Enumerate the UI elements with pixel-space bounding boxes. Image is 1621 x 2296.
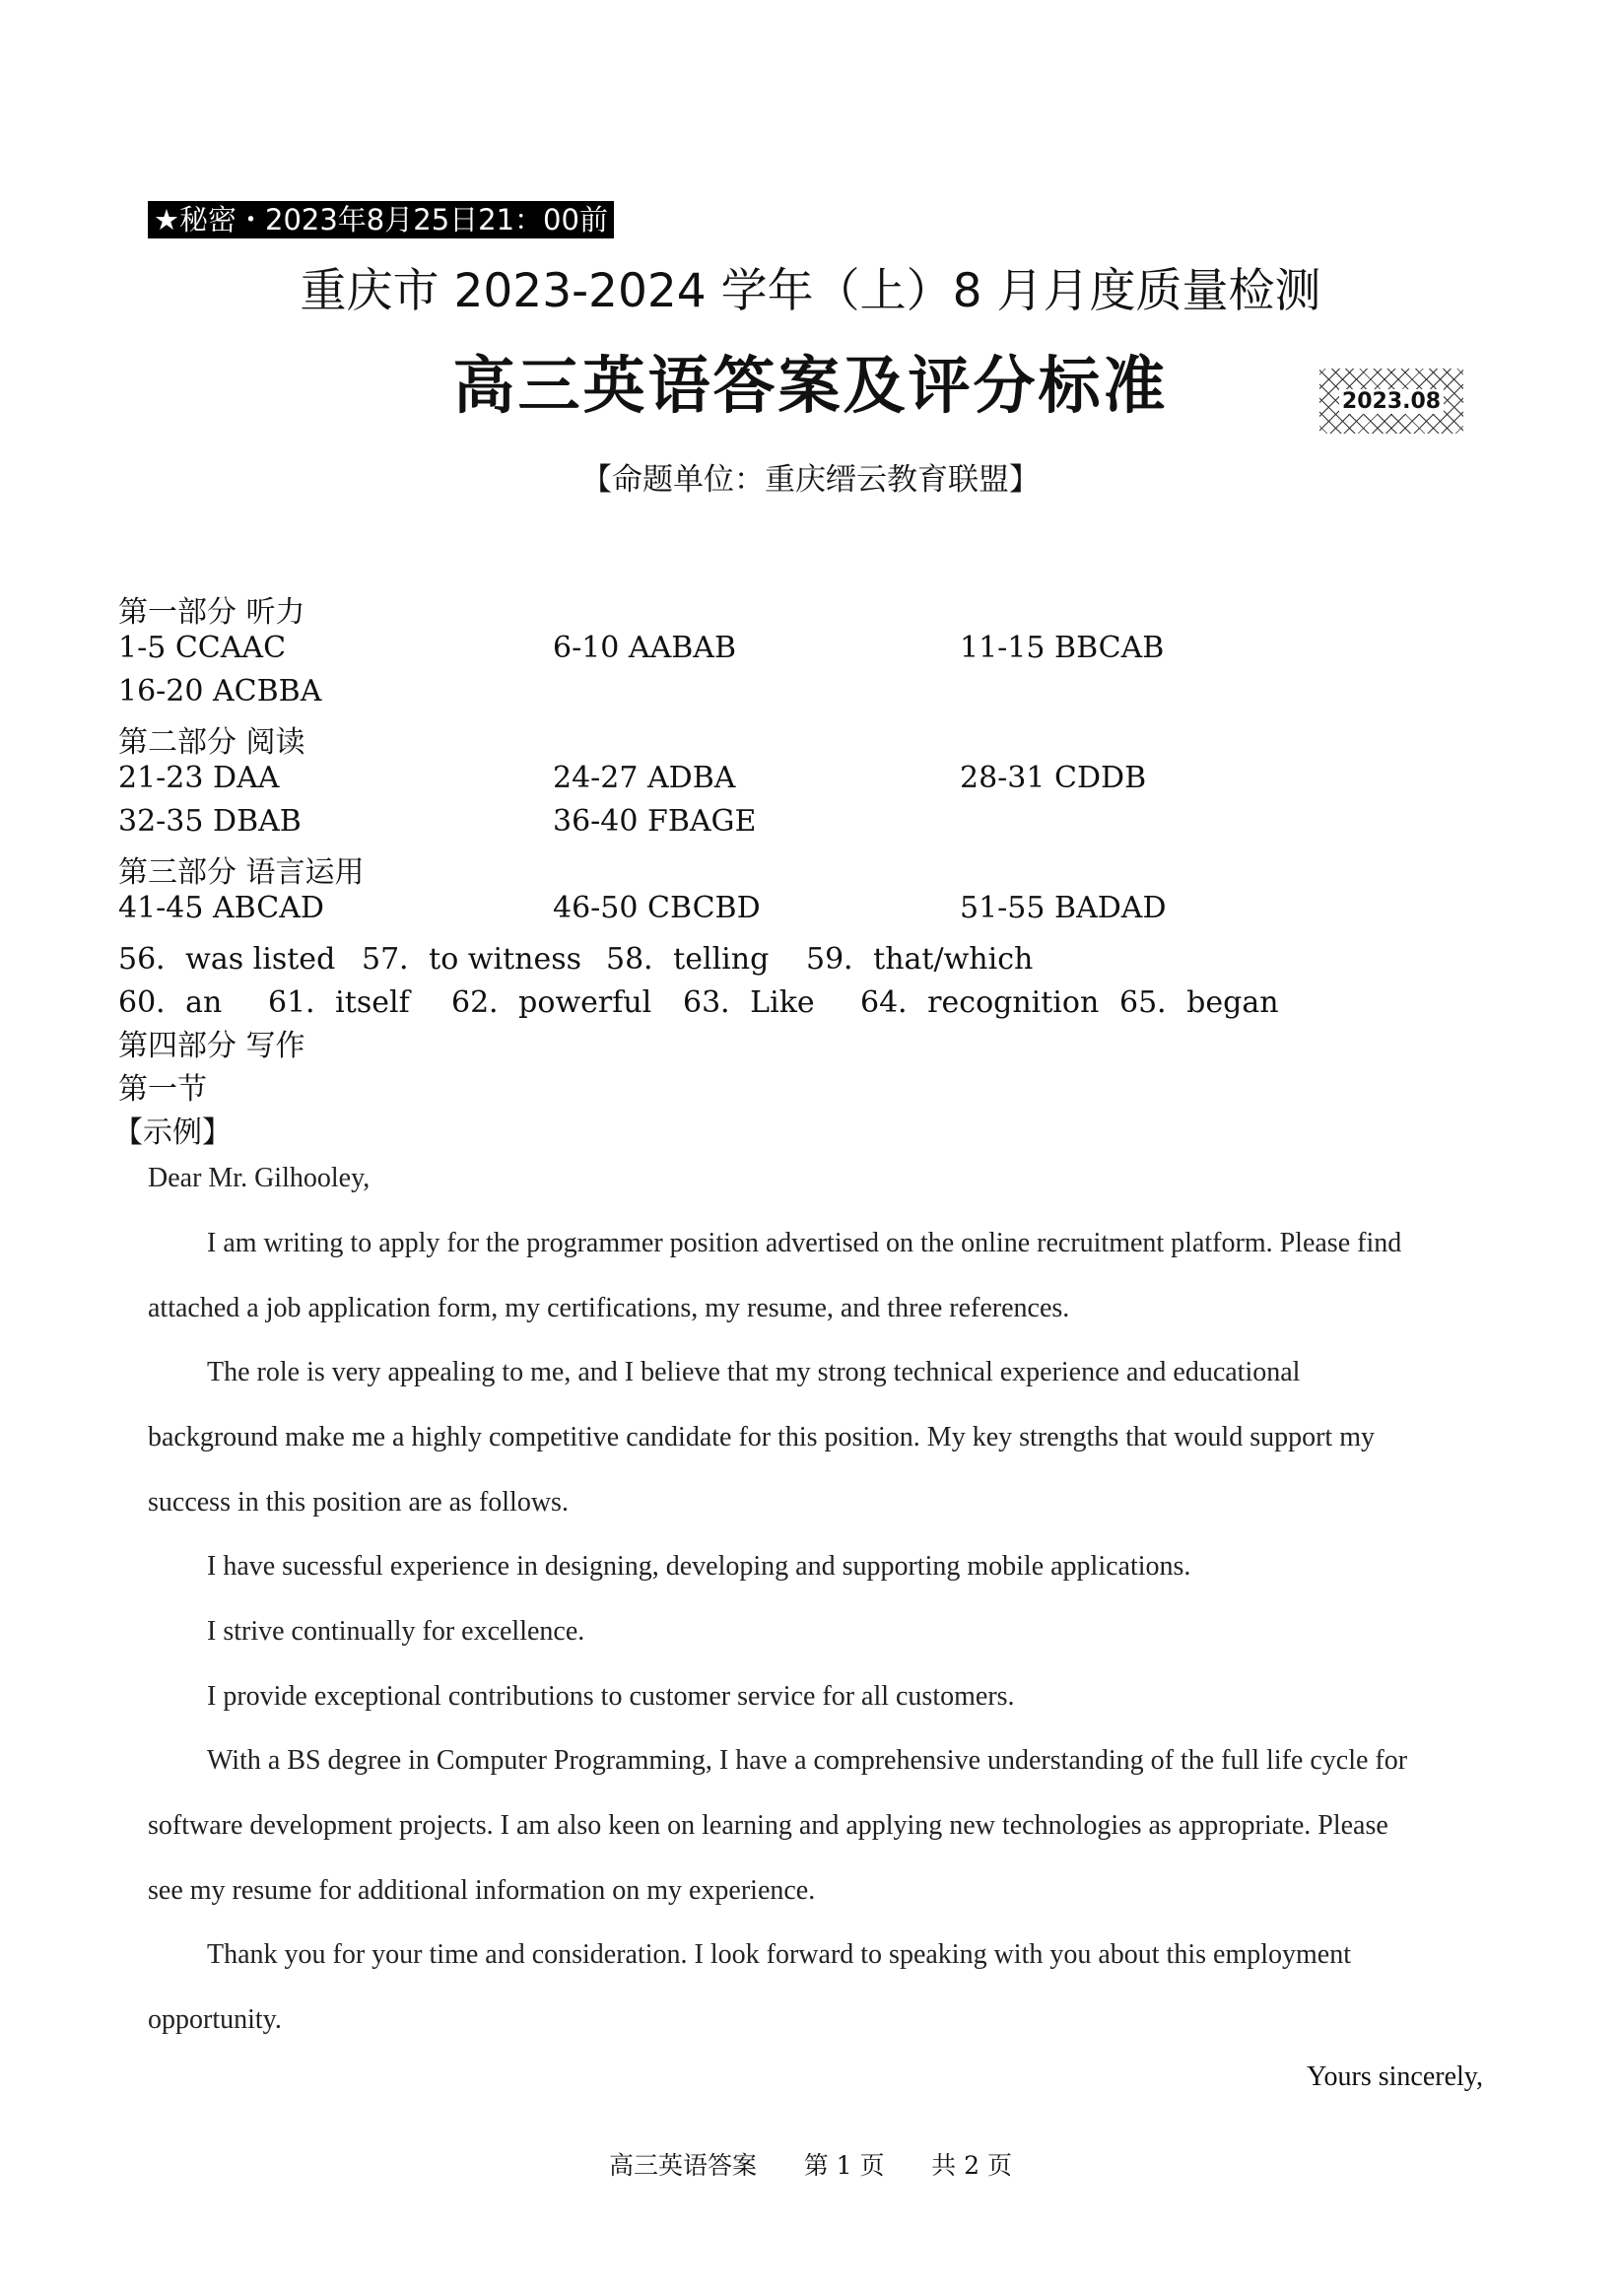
letter-line: software development projects. I am also keen on learning and applying new technologies as appropriate. Please [148,1810,1388,1841]
part3-heading: 第三部分 语言运用 [118,855,365,890]
answer-24-27: 24-27 ADBA [553,761,736,795]
answer-56: 56．was listed [118,942,336,977]
letter-salutation: Dear Mr. Gilhooley, [148,1163,371,1193]
answer-16-20: 16-20 ACBBA [118,674,322,709]
confidential-banner: ★秘密・2023年8月25日21：00前 [148,201,614,238]
answer-62: 62．powerful [451,985,652,1020]
letter-line: The role is very appealing to me, and I believe that my strong technical experience and educational [207,1357,1301,1387]
letter-line: I have sucessful experience in designing, developing and supporting mobile applications. [207,1551,1191,1582]
section1-heading: 第一节 [118,1072,207,1107]
part4-heading: 第四部分 写作 [118,1029,305,1063]
answer-28-31: 28-31 CDDB [960,761,1147,795]
example-heading: 【示例】 [113,1115,232,1150]
date-stamp-text: 2023.08 [1339,389,1444,414]
answer-57: 57．to witness [362,942,582,977]
answer-1-5: 1-5 CCAAC [118,631,287,665]
letter-line: background make me a highly competitive candidate for this position. My key strengths that would support my [148,1422,1375,1452]
answer-51-55: 51-55 BADAD [960,891,1167,925]
setter-unit: 【命题单位：重庆缙云教育联盟】 [581,462,1040,498]
letter-line: attached a job application form, my certifications, my resume, and three references. [148,1293,1070,1323]
exam-title: 重庆市 2023-2024 学年（上）8 月月度质量检测 [300,264,1321,318]
answer-63: 63．Like [683,985,815,1020]
answer-41-45: 41-45 ABCAD [118,891,324,925]
letter-line: With a BS degree in Computer Programming, I have a comprehensive understanding of the full life cycle for [207,1745,1408,1776]
letter-line: see my resume for additional information on my experience. [148,1875,816,1906]
letter-line: success in this position are as follows. [148,1487,569,1518]
answer-65: 65．began [1119,985,1279,1020]
letter-line: I strive continually for excellence. [207,1616,585,1647]
answer-60: 60．an [118,985,223,1020]
letter-line: I provide exceptional contributions to customer service for all customers. [207,1681,1015,1712]
answer-58: 58．telling [606,942,770,977]
answer-32-35: 32-35 DBAB [118,804,302,839]
answer-64: 64．recognition [860,985,1100,1020]
part2-heading: 第二部分 阅读 [118,725,305,760]
answer-61: 61．itself [268,985,410,1020]
answer-46-50: 46-50 CBCBD [553,891,761,925]
answer-59: 59．that/which [806,942,1034,977]
answer-36-40: 36-40 FBAGE [553,804,757,839]
answer-6-10: 6-10 AABAB [553,631,737,665]
answer-21-23: 21-23 DAA [118,761,280,795]
letter-line: Thank you for your time and consideration. I look forward to speaking with you about this employment [207,1939,1351,1970]
letter-line: I am writing to apply for the programmer position advertised on the online recruitment platform. Please find [207,1228,1402,1258]
part1-heading: 第一部分 听力 [118,595,305,630]
date-stamp [1319,369,1463,434]
page-footer: 高三英语答案 第 1 页 共 2 页 [609,2151,1012,2180]
answer-11-15: 11-15 BBCAB [960,631,1165,665]
letter-closing: Yours sincerely, [1307,2061,1483,2092]
letter-line: opportunity. [148,2004,282,2035]
answer-key-title: 高三英语答案及评分标准 [452,350,1169,422]
